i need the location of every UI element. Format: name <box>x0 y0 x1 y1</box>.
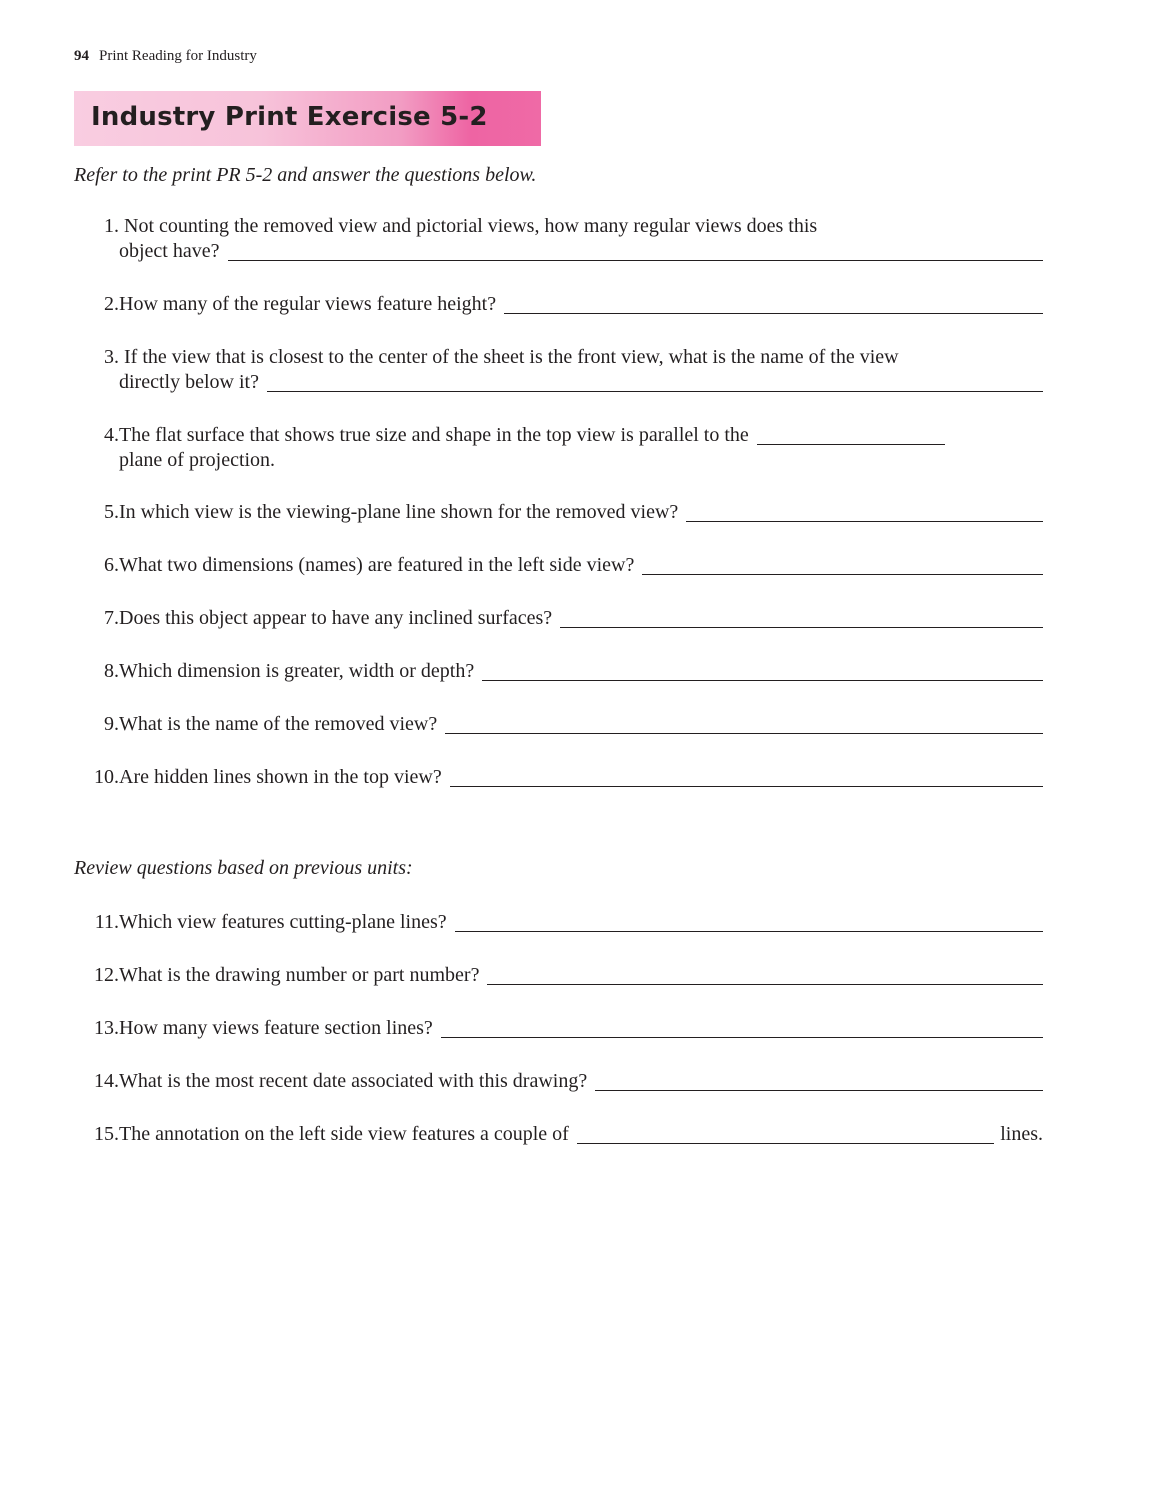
question-text: What is the most recent date associated with this drawing? <box>119 1070 588 1092</box>
question-12 <box>74 963 1043 988</box>
question-text: object have? <box>119 240 220 262</box>
question-number: 7. <box>104 607 119 629</box>
answer-blank[interactable] <box>577 1125 994 1144</box>
answer-blank[interactable] <box>267 373 1043 392</box>
running-header <box>74 48 257 65</box>
answer-blank[interactable] <box>686 503 1043 522</box>
question-text: The flat surface that shows true size and shape in the top view is parallel to the <box>119 424 749 446</box>
question-text: Not counting the removed view and pictorial views, how many regular views does this <box>119 215 818 237</box>
question-number: 5. <box>104 501 119 523</box>
question-14 <box>74 1069 1043 1094</box>
question-4 <box>74 423 1043 473</box>
question-number: 14. <box>94 1070 119 1092</box>
question-number: 13. <box>94 1017 119 1039</box>
book-title: Print Reading for Industry <box>99 48 257 64</box>
question-9 <box>74 712 1043 737</box>
question-text: The annotation on the left side view features a couple of <box>119 1123 569 1145</box>
question-2 <box>74 292 1043 317</box>
question-7 <box>74 606 1043 631</box>
answer-blank[interactable] <box>487 966 1043 985</box>
question-number: 12. <box>94 964 119 986</box>
question-number: 8. <box>104 660 119 682</box>
answer-blank[interactable] <box>441 1019 1043 1038</box>
question-1 <box>74 214 1043 264</box>
answer-blank[interactable] <box>757 426 945 445</box>
question-text: Are hidden lines shown in the top view? <box>119 766 442 788</box>
question-text: How many views feature section lines? <box>119 1017 433 1039</box>
question-text: What two dimensions (names) are featured in the left side view? <box>119 554 635 576</box>
question-6 <box>74 553 1043 578</box>
exercise-title: Industry Print Exercise 5-2 <box>91 102 488 132</box>
review-heading: Review questions based on previous units: <box>74 857 413 879</box>
question-text: plane of projection. <box>119 449 276 471</box>
answer-blank[interactable] <box>228 242 1044 261</box>
answer-blank[interactable] <box>504 295 1043 314</box>
instructions: Refer to the print PR 5-2 and answer the questions below. <box>74 164 537 186</box>
question-suffix: lines. <box>1000 1123 1043 1145</box>
question-number: 15. <box>94 1123 119 1145</box>
answer-blank[interactable] <box>595 1072 1043 1091</box>
question-number: 10. <box>94 766 119 788</box>
question-number: 3. <box>104 346 119 368</box>
question-15 <box>74 1122 1043 1147</box>
question-text: How many of the regular views feature height? <box>119 293 497 315</box>
question-5 <box>74 500 1043 525</box>
answer-blank[interactable] <box>455 913 1043 932</box>
question-number: 6. <box>104 554 119 576</box>
question-number: 2. <box>104 293 119 315</box>
question-text: What is the name of the removed view? <box>119 713 438 735</box>
question-text: If the view that is closest to the center of the sheet is the front view, what is the name of the view <box>119 346 899 368</box>
question-number: 9. <box>104 713 119 735</box>
question-11 <box>74 910 1043 935</box>
answer-blank[interactable] <box>560 609 1043 628</box>
exercise-banner <box>74 91 541 146</box>
question-10 <box>74 765 1043 790</box>
question-number: 11. <box>94 911 119 933</box>
question-text: directly below it? <box>119 371 259 393</box>
question-text: Which view features cutting-plane lines? <box>119 911 447 933</box>
question-text: Does this object appear to have any inclined surfaces? <box>119 607 553 629</box>
question-text: Which dimension is greater, width or depth? <box>119 660 475 682</box>
question-3 <box>74 345 1043 395</box>
question-text: What is the drawing number or part number? <box>119 964 480 986</box>
question-number: 4. <box>104 424 119 446</box>
answer-blank[interactable] <box>445 715 1043 734</box>
question-text: In which view is the viewing-plane line shown for the removed view? <box>119 501 679 523</box>
answer-blank[interactable] <box>482 662 1043 681</box>
question-8 <box>74 659 1043 684</box>
answer-blank[interactable] <box>642 556 1043 575</box>
question-number: 1. <box>104 215 119 237</box>
question-13 <box>74 1016 1043 1041</box>
answer-blank[interactable] <box>450 768 1043 787</box>
page-number: 94 <box>74 48 89 64</box>
